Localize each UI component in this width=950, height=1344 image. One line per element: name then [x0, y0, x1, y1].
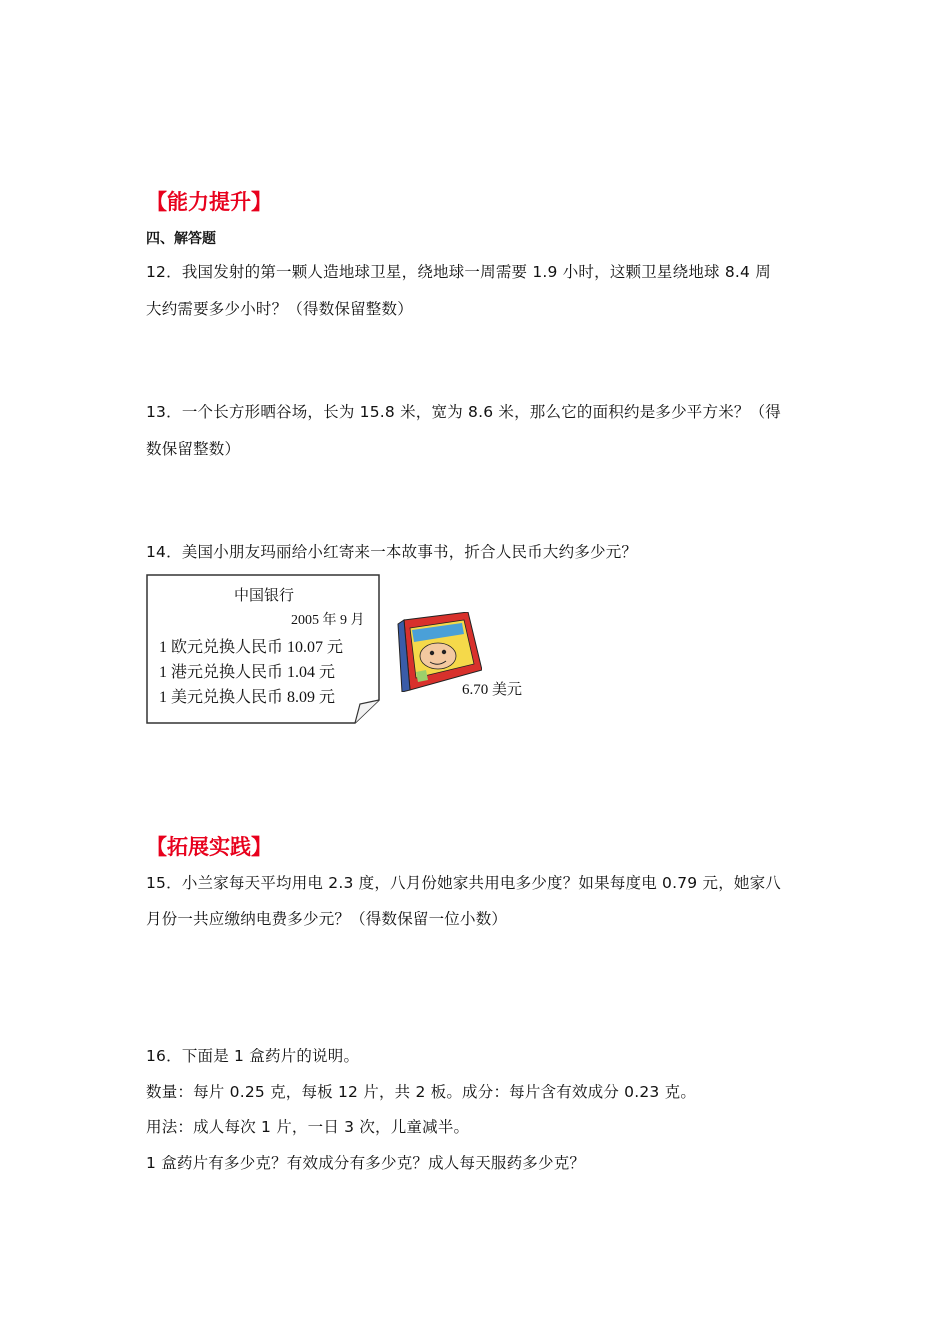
section-title-ability: 【能力提升】	[146, 190, 272, 214]
question-16-number: 16．	[146, 1047, 182, 1065]
note-rate-usd: 1 美元兑换人民币 8.09 元	[159, 689, 336, 706]
question-16-text-2: 数量：每片 0.25 克，每板 12 片，共 2 板。成分：每片含有效成分 0.23 克。	[146, 1083, 697, 1101]
question-12-number: 12．	[146, 263, 182, 281]
question-13-number: 13．	[146, 403, 182, 421]
question-14-number: 14．	[146, 543, 182, 561]
question-16-text-3: 用法：成人每次 1 片，一日 3 次，儿童减半。	[146, 1118, 470, 1136]
question-14-text-1: 美国小朋友玛丽给小红寄来一本故事书，折合人民币大约多少元？	[181, 543, 638, 561]
section-title-expand: 【拓展实践】	[146, 835, 272, 859]
question-13-text-1: 一个长方形晒谷场，长为 15.8 米，宽为 8.6 米，那么它的面积约是多少平方米？（得	[181, 403, 782, 421]
note-rate-hkd: 1 港元兑换人民币 1.04 元	[159, 664, 336, 681]
question-13-text-2: 数保留整数）	[146, 440, 241, 458]
question-15-text-1: 小兰家每天平均用电 2.3 度，八月份她家共用电多少度？如果每度电 0.79 元，她家八	[181, 874, 782, 892]
question-12-line-1	[146, 260, 771, 282]
book-price-label: 6.70 美元	[462, 682, 523, 698]
bank-rate-note	[146, 574, 380, 724]
question-16-line-1	[146, 1044, 359, 1066]
question-16-text-1: 下面是 1 盒药片的说明。	[181, 1047, 360, 1065]
question-14-line-1	[146, 540, 637, 562]
note-bank-name: 中国银行	[234, 588, 295, 604]
question-15-number: 15．	[146, 874, 182, 892]
question-12-text-1: 我国发射的第一颗人造地球卫星，绕地球一周需要 1.9 小时，这颗卫星绕地球 8.4 周	[181, 263, 771, 281]
question-16-text-4: 1 盒药片有多少克？有效成分有多少克？成人每天服药多少克？	[146, 1154, 586, 1172]
question-15-line-1	[146, 871, 781, 893]
note-date: 2005 年 9 月	[291, 613, 365, 628]
part-title-answer-questions: 四、解答题	[146, 231, 216, 247]
question-12-text-2: 大约需要多少小时？（得数保留整数）	[146, 300, 413, 318]
question-15-text-2: 月份一共应缴纳电费多少元？（得数保留一位小数）	[146, 910, 508, 928]
note-rate-euro: 1 欧元兑换人民币 10.07 元	[159, 639, 344, 656]
question-13-line-1	[146, 400, 781, 422]
